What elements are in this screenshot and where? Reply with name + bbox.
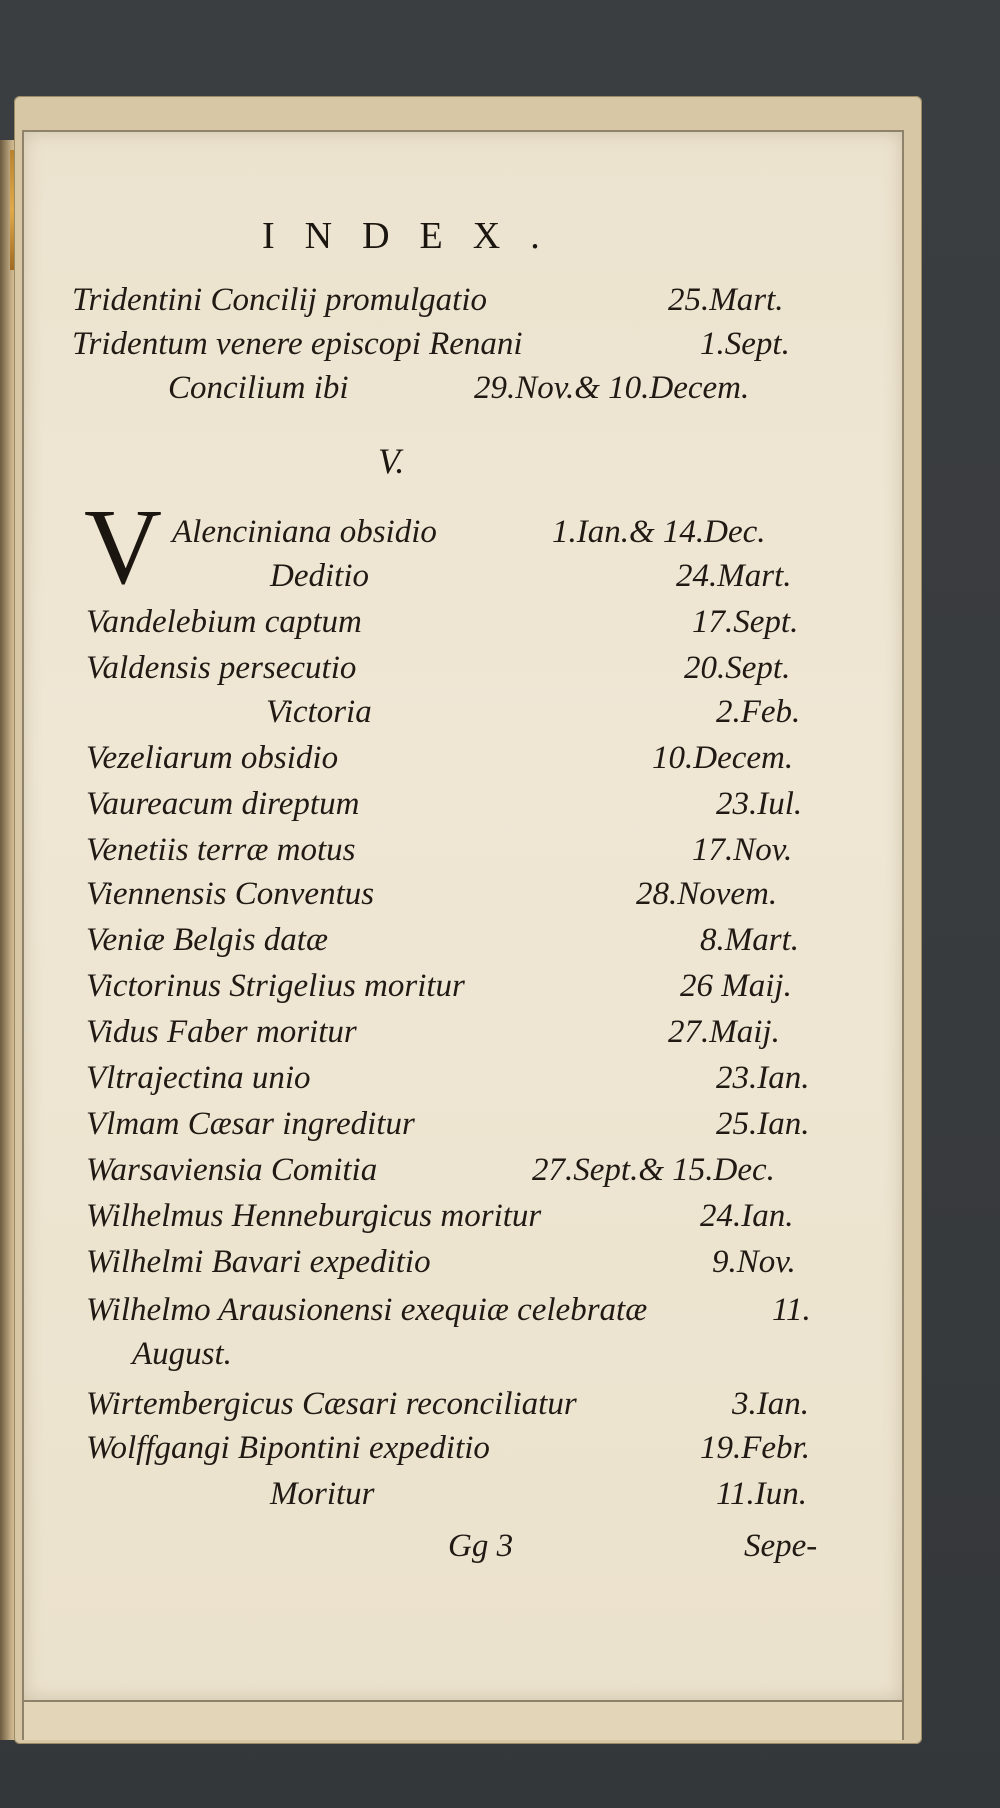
entry-date: 24.Mart. <box>676 558 792 594</box>
entry-date: 3.Ian. <box>732 1386 809 1422</box>
entry-date: 24.Ian. <box>700 1198 794 1234</box>
signature-mark: Gg 3 <box>448 1528 514 1564</box>
entry-text: Vlmam Cæsar ingreditur <box>86 1106 415 1142</box>
entry-text: Tridentini Concilij promulgatio <box>72 282 487 318</box>
entry-text: Vidus Faber moritur <box>86 1014 357 1050</box>
entry-text: Tridentum venere episcopi Renani <box>72 326 523 362</box>
entry-text: Wilhelmi Bavari expeditio <box>86 1244 431 1280</box>
entry-date: 11.Iun. <box>716 1476 808 1512</box>
entry-date: 28.Novem. <box>636 876 778 912</box>
entry-date: 17.Sept. <box>692 604 799 640</box>
drop-capital: V <box>84 488 162 607</box>
entry-date: 10.Decem. <box>652 740 794 776</box>
entry-date: 23.Iul. <box>716 786 803 822</box>
entry-text: Moritur <box>270 1476 375 1512</box>
entry-text: Deditio <box>270 558 369 594</box>
entry-text: Veniæ Belgis datæ <box>86 922 328 958</box>
entry-text: Wolffgangi Bipontini expeditio <box>86 1430 490 1466</box>
entry-text: Vaureacum direptum <box>86 786 360 822</box>
entry-date: 9.Nov. <box>712 1244 796 1280</box>
entry-date: 8.Mart. <box>700 922 799 958</box>
entry-date: 19.Febr. <box>700 1430 810 1466</box>
page-title: INDEX. <box>262 215 570 257</box>
entry-date: 20.Sept. <box>684 650 791 686</box>
entry-date: 27.Sept.& 15.Dec. <box>532 1152 775 1188</box>
entry-text: Venetiis terræ motus <box>86 832 356 868</box>
entry-date: 27.Maij. <box>668 1014 780 1050</box>
entry-date: 17.Nov. <box>692 832 793 868</box>
entry-text: Wilhelmo Arausionensi exequiæ celebratæ <box>86 1292 648 1328</box>
entry-date: 26 Maij. <box>680 968 792 1004</box>
entry-text: Victorinus Strigelius moritur <box>86 968 465 1004</box>
entry-date: 29.Nov.& 10.Decem. <box>474 370 750 406</box>
entry-text: August. <box>132 1336 232 1372</box>
catchword: Sepe- <box>744 1528 818 1564</box>
entry-date: 2.Feb. <box>716 694 801 730</box>
entry-text: Vltrajectina unio <box>86 1060 311 1096</box>
entry-date: 1.Ian.& 14.Dec. <box>552 514 766 550</box>
entry-date: 1.Sept. <box>700 326 790 362</box>
entry-text: Warsaviensia Comitia <box>86 1152 378 1188</box>
entry-text: Valdensis persecutio <box>86 650 357 686</box>
entry-text: Viennensis Conventus <box>86 876 375 912</box>
entry-text: Victoria <box>266 694 372 730</box>
entry-text: Wilhelmus Henneburgicus moritur <box>86 1198 542 1234</box>
entry-text: Wirtembergicus Cæsari reconciliatur <box>86 1386 577 1422</box>
section-letter: V. <box>378 441 405 481</box>
entry-text: Vezeliarum obsidio <box>86 740 339 776</box>
entry-text: Alenciniana obsidio <box>172 514 437 550</box>
entry-date: 23.Ian. <box>716 1060 810 1096</box>
entry-date: 25.Ian. <box>716 1106 810 1142</box>
page-bottom-edge <box>22 1702 904 1740</box>
entry-text: Concilium ibi <box>168 370 349 406</box>
entry-date: 11. <box>772 1292 811 1328</box>
entry-text: Vandelebium captum <box>86 604 362 640</box>
entry-date: 25.Mart. <box>668 282 784 318</box>
